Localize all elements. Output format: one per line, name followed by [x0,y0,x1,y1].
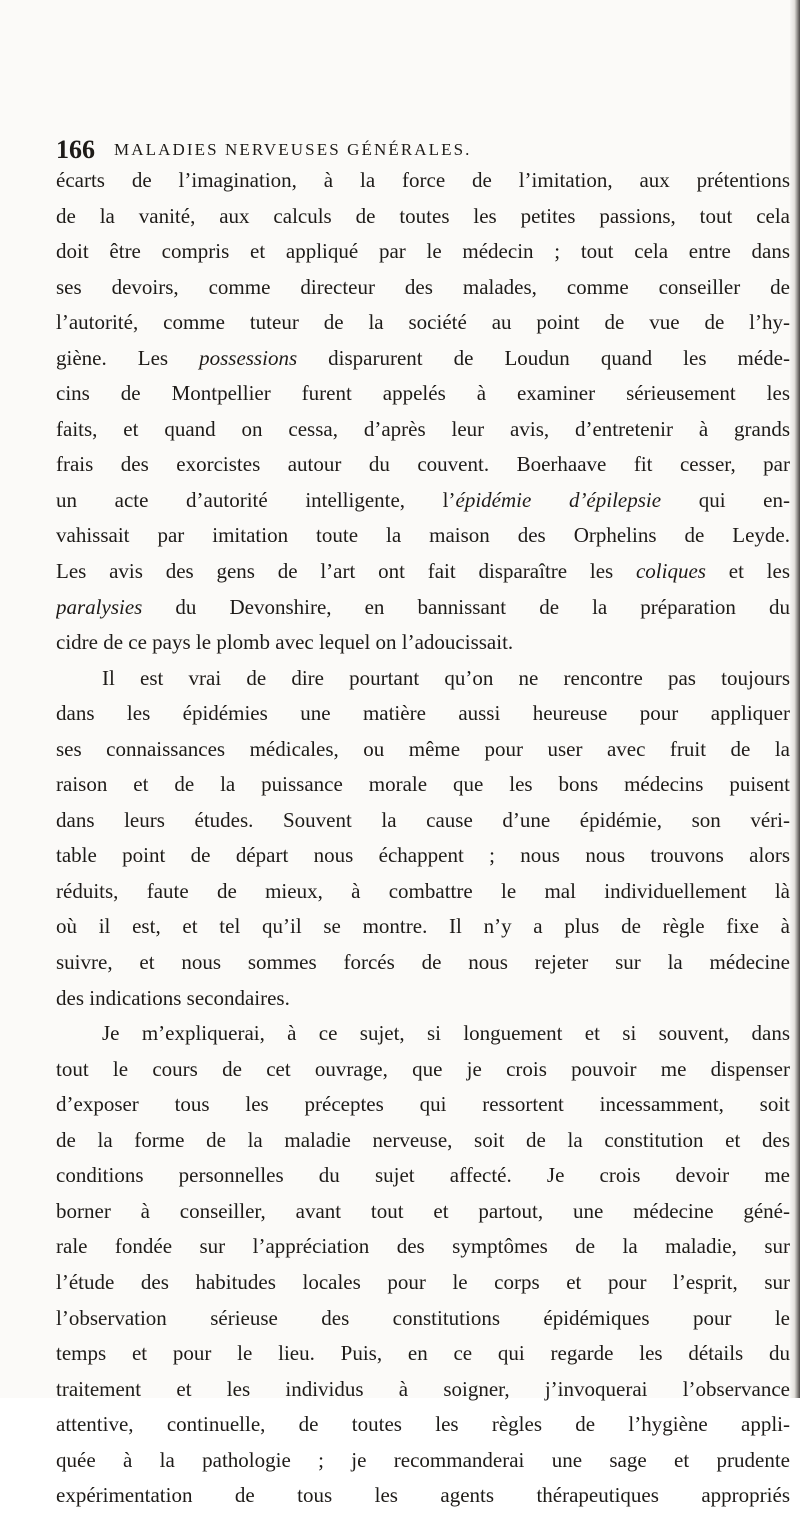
text-line: paralysies du Devonshire, en bannissant de la préparation du [56,594,790,619]
text-line: ses devoirs, comme directeur des malades, comme conseiller de [56,274,790,299]
text-line: frais des exorcistes autour du couvent. Boerhaave fit cesser, par [56,452,790,477]
text-line: dans leurs études. Souvent la cause d’une épidémie, son véri- [56,807,790,832]
text-line: dans les épidémies une matière aussi heureuse pour appliquer [56,701,790,726]
text-line: quée à la pathologie ; je recommanderai une sage et prudente [56,1447,790,1472]
page-number: 166 [56,135,95,164]
page-edge-shadow [790,0,800,1398]
text-line: cins de Montpellier furent appelés à examiner sérieusement les [56,381,790,406]
text-line: réduits, faute de mieux, à combattre le mal individuellement là [56,878,790,903]
text-line: de la forme de la maladie nerveuse, soit de la constitution et des [56,1127,790,1152]
text-line: Les avis des gens de l’art ont fait disparaître les coliques et les [56,559,790,584]
running-head: MALADIES NERVEUSES GÉNÉRALES. [114,140,472,159]
text-line: traitement et les individus à soigner, j’invoquerai l’observance [56,1376,790,1401]
text-line: conditions personnelles du sujet affecté. Je crois devoir me [56,1163,790,1188]
text-line: vahissait par imitation toute la maison des Orphelins de Leyde. [56,523,790,548]
text-line: d’exposer tous les préceptes qui ressortent incessamment, soit [56,1092,790,1117]
text-line: suivre, et nous sommes forcés de nous rejeter sur la médecine [56,950,790,975]
text-line: temps et pour le lieu. Puis, en ce qui regarde les détails du [56,1341,790,1366]
text-line: attentive, continuelle, de toutes les règles de l’hygiène appli- [56,1412,790,1437]
text-line: table point de départ nous échappent ; nous nous trouvons alors [56,843,790,868]
text-line: l’observation sérieuse des constitutions épidémiques pour le [56,1305,790,1330]
italic-term-paralysies: paralysies [56,594,143,619]
text-line: Il est vrai de dire pourtant qu’on ne rencontre pas toujours [102,665,790,690]
text-line: cidre de ce pays le plomb avec lequel on l’adoucissait. [56,630,514,655]
body-text [56,163,790,1514]
text-line: tout le cours de cet ouvrage, que je crois pouvoir me dispenser [56,1056,790,1081]
text-line: raison et de la puissance morale que les bons médecins puisent [56,772,790,797]
text-line: un acte d’autorité intelligente, l’épidémie d’épilepsie qui en- [56,487,790,512]
italic-term-coliques: coliques [635,559,706,584]
page-header [56,135,756,165]
italic-term-epidemie: épidémie d’épilepsie [455,487,662,512]
text-line: borner à conseiller, avant tout et partout, une médecine géné- [56,1198,790,1223]
text-line: l’étude des habitudes locales pour le corps et pour l’esprit, sur [56,1269,790,1294]
italic-term-possessions: possessions [199,345,298,370]
text-line: giène. Les possessions disparurent de Loudun quand les méde- [56,345,790,370]
text-line: l’autorité, comme tuteur de la société au point de vue de l’hy- [56,310,790,335]
text-line: expérimentation de tous les agents thérapeutiques appropriés [56,1483,790,1508]
text-line: ses connaissances médicales, ou même pour user avec fruit de la [56,736,790,761]
text-line: écarts de l’imagination, à la force de l’imitation, aux prétentions [56,168,790,192]
text-line: faits, et quand on cessa, d’après leur avis, d’entretenir à grands [56,416,790,441]
text-line: de la vanité, aux calculs de toutes les petites passions, tout cela [56,203,790,228]
text-line: rale fondée sur l’appréciation des symptômes de la maladie, sur [56,1234,790,1259]
text-line: Je m’expliquerai, à ce sujet, si longuement et si souvent, dans [102,1021,790,1046]
text-line: des indications secondaires. [56,985,290,1010]
text-line: doit être compris et appliqué par le médecin ; tout cela entre dans [56,239,790,264]
text-line: où il est, et tel qu’il se montre. Il n’y a plus de règle fixe à [56,914,790,939]
